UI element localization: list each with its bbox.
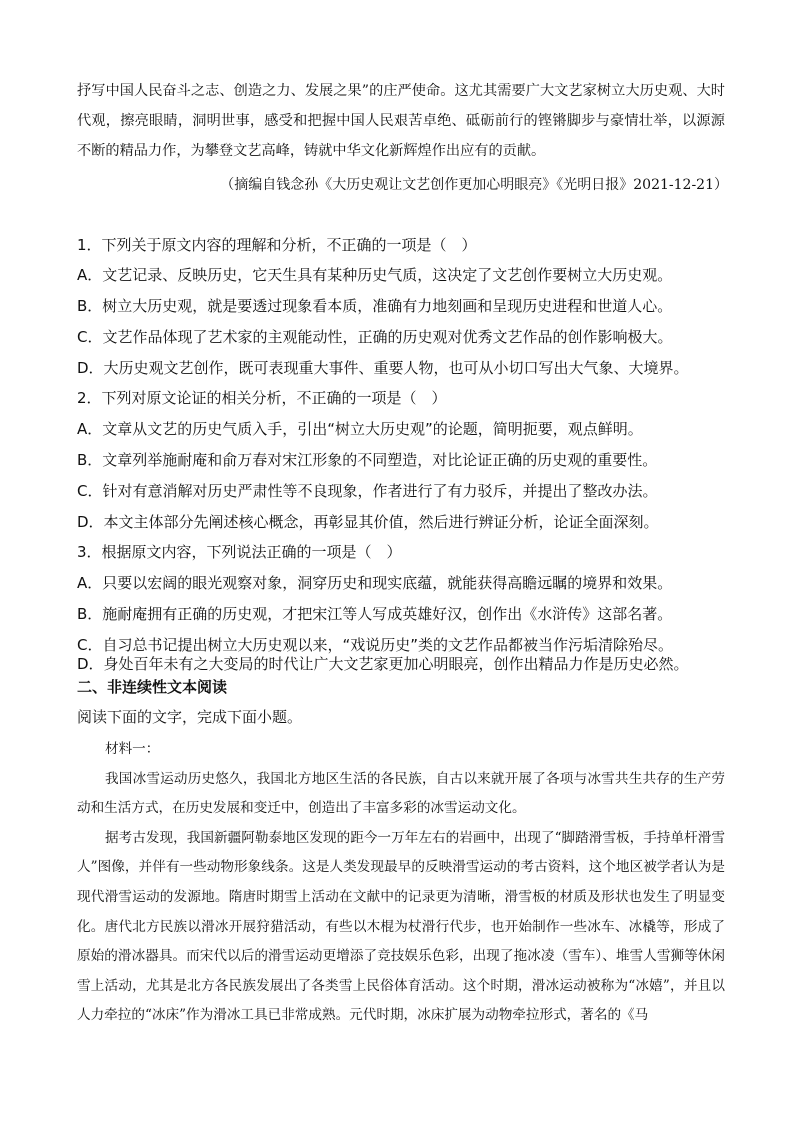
intro-passage — [77, 76, 725, 166]
material-passage — [77, 735, 725, 1031]
question-1-option-d: D．大历史观文艺创作，既可表现重大事件、重要人物，也可从小切口写出大气象、大境界。 — [77, 359, 689, 377]
intro-paragraph: 抒写中国人民奋斗之志、创造之力、发展之果”的庄严使命。这尤其需要广大文艺家树立大历史观、大时代观，擦亮眼睛，洞明世事，感受和把握中国人民艰苦卓绝、砥砺前行的铿锵脚步与豪情壮举，以源源不断的精品力作，为攀登文艺高峰，铸就中华文化新辉煌作出应有的贡献。 — [77, 83, 725, 159]
question-2-stem: 2．下列对原文论证的相关分析，不正确的一项是（ ） — [77, 389, 447, 407]
question-3-option-d: D．身处百年未有之大变局的时代让广大文艺家更加心明眼亮，创作出精品力作是历史必然。 — [77, 655, 689, 673]
question-2-option-d: D．本文主体部分先阐述核心概念，再彰显其价值，然后进行辨证分析，论证全面深刻。 — [77, 513, 659, 531]
material-paragraph: 据考古发现，我国新疆阿勒泰地区发现的距今一万年左右的岩画中，出现了“脚踏滑雪板，手持单杆滑雪人”图像，并伴有一些动物形象线条。这是人类发现最早的反映滑雪运动的考古资料，这个地区被学者认为是现代滑雪运动的发源地。隋唐时期雪上活动在文献中的记录更为清晰，滑雪板的材质及形状也发生了明显变化。唐代北方民族以滑冰开展狩猎活动，有些以木棍为杖滑行代步，也开始制作一些冰车、冰橇等，形成了原始的滑冰器具。而宋代以后的滑雪运动更增添了竞技娱乐色彩，出现了拖冰凌（雪车）、堆雪人雪狮等休闲雪上活动，尤其是北方各民族发展出了各类雪上民俗体育活动。这个时期，滑冰运动被称为“冰嬉”，并且以人力牵拉的“冰床”作为滑冰工具已非常成熟。元代时期，冰床扩展为动物牵拉形式，著名的《马 — [77, 829, 725, 1024]
source-citation: （摘编自钱念孙《大历史观让文艺创作更加心明眼亮》《光明日报》2021-12-21） — [220, 177, 728, 193]
question-2-option-b: B．文章列举施耐庵和俞万春对宋江形象的不同塑造，对比论证正确的历史观的重要性。 — [77, 451, 658, 469]
section-heading: 二、非连续性文本阅读 — [77, 678, 228, 696]
question-1-stem: 1．下列关于原文内容的理解和分析，不正确的一项是（ ） — [77, 236, 477, 254]
section-instruction: 阅读下面的文字，完成下面小题。 — [77, 708, 303, 726]
question-2-option-a: A．文章从文艺的历史气质入手，引出“树立大历史观”的论题，简明扼要，观点鲜明。 — [77, 420, 643, 438]
material-label: 材料一： — [105, 741, 160, 757]
question-1-option-c: C．文艺作品体现了艺术家的主观能动性，正确的历史观对优秀文艺作品的创作影响极大。 — [77, 328, 673, 346]
question-1-option-b: B．树立大历史观，就是要透过现象看本质，准确有力地刻画和呈现历史进程和世道人心。 — [77, 297, 673, 315]
question-3-option-c: C．自习总书记提出树立大历史观以来，“戏说历史”类的文艺作品都被当作污垢清除殆尽。 — [77, 636, 674, 654]
material-paragraph: 我国冰雪运动历史悠久，我国北方地区生活的各民族，自古以来就开展了各项与冰雪共生共存的生产劳动和生活方式，在历史发展和变迁中，创造出了丰富多彩的冰雪运动文化。 — [77, 770, 725, 817]
question-3-stem: 3．根据原文内容，下列说法正确的一项是（ ） — [77, 543, 402, 561]
question-3-option-b: B．施耐庵拥有正确的历史观，才把宋江等人写成英雄好汉，创作出《水浒传》这部名著。 — [77, 605, 673, 623]
question-1-option-a: A．文艺记录、反映历史，它天生具有某种历史气质，这决定了文艺创作要树立大历史观。 — [77, 266, 673, 284]
question-3-option-a: A．只要以宏阔的眼光观察对象，洞穿历史和现实底蕴，就能获得高瞻远瞩的境界和效果。 — [77, 574, 673, 592]
question-2-option-c: C．针对有意消解对历史严肃性等不良现象，作者进行了有力驳斥，并提出了整改办法。 — [77, 482, 658, 500]
